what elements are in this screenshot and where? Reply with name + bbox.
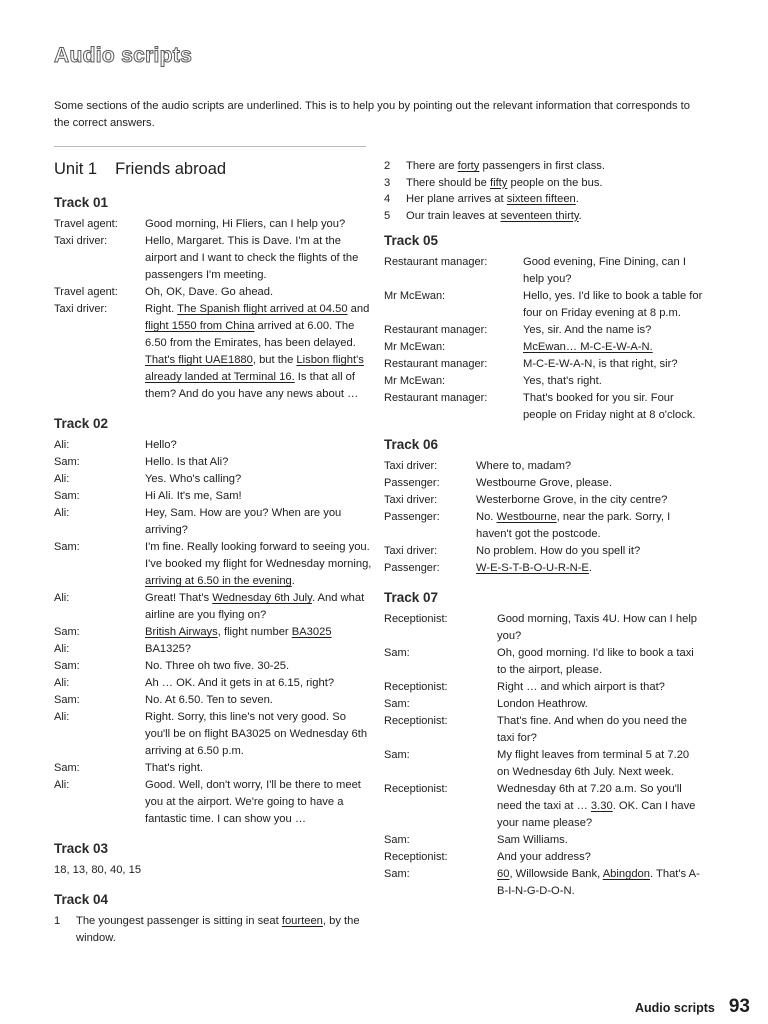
speaker-label: Receptionist:: [384, 715, 448, 727]
dialogue-line: 60, Willowside Bank, Abingdon. That's A-B-I-N-G-D-O-N.: [497, 868, 700, 897]
divider: [54, 146, 366, 147]
track-text: 18, 13, 80, 40, 15: [54, 864, 142, 876]
track-04: [54, 891, 372, 946]
dialogue-line: Yes, sir. And the name is?: [523, 324, 652, 336]
speaker-label: Sam:: [54, 626, 80, 638]
page-number: 93: [728, 996, 750, 1017]
dialogue-line: Ah … OK. And it gets in at 6.15, right?: [145, 677, 335, 689]
intro-paragraph: Some sections of the audio scripts are underlined. This is to help you by pointing out the relevant information that corresponds to the correct answers.: [54, 100, 690, 129]
dialogue-line: Right. The Spanish flight arrived at 04.50 and flight 1550 from China arrived at 6.00. The 6.50 from the Emirates, has been delayed. That's flight UAE1880, but the Lisbon flight's already landed at Terminal 16. Is that all of them? And do you have any news about …: [145, 303, 370, 400]
speaker-label: Taxi driver:: [54, 235, 108, 247]
dialogue-line: Good morning, Taxis 4U. How can I help you?: [497, 613, 698, 642]
dialogue-line: Westbourne Grove, please.: [476, 477, 612, 489]
speaker-label: Receptionist:: [384, 681, 448, 693]
dialogue-line: Oh, good morning. I'd like to book a taxi to the airport, please.: [497, 647, 694, 676]
speaker-label: Ali:: [54, 677, 70, 689]
speaker-label: Ali:: [54, 507, 70, 519]
item-number: 1: [54, 915, 61, 927]
speaker-label: Taxi driver:: [384, 545, 438, 557]
dialogue: [384, 458, 704, 577]
dialogue-line: Hi Ali. It's me, Sam!: [145, 490, 242, 502]
dialogue-line: Good evening, Fine Dining, can I help you?: [523, 256, 686, 285]
dialogue-line: No. Three oh two five. 30-25.: [145, 660, 290, 672]
item-number: 4: [384, 193, 391, 205]
dialogue-line: Good. Well, don't worry, I'll be there to meet you at the airport. We're going to have a fantastic time. I can show you …: [145, 779, 361, 825]
dialogue-line: Oh, OK, Dave. Go ahead.: [145, 286, 274, 298]
right-column: [384, 158, 704, 912]
speaker-label: Mr McEwan:: [384, 290, 446, 302]
unit-heading: [54, 158, 372, 180]
speaker-label: Passenger:: [384, 511, 440, 523]
speaker-label: Restaurant manager:: [384, 392, 488, 404]
numbered-list-continued: [384, 158, 704, 224]
track-title: Track 07: [384, 590, 439, 605]
speaker-label: Sam:: [54, 762, 80, 774]
list-item: [384, 158, 704, 175]
dialogue-line: Hello, yes. I'd like to book a table for four on Friday evening at 8 p.m.: [523, 290, 703, 319]
list-item: [384, 208, 704, 225]
dialogue: [54, 216, 372, 403]
speaker-label: Sam:: [54, 490, 80, 502]
track-title: Track 02: [54, 416, 109, 431]
item-text: Her plane arrives at sixteen fifteen.: [406, 193, 579, 205]
track-title: Track 01: [54, 195, 109, 210]
speaker-label: Travel agent:: [54, 286, 118, 298]
dialogue-line: That's booked for you sir. Four people on Friday night at 8 o'clock.: [523, 392, 696, 421]
speaker-label: Ali:: [54, 473, 70, 485]
dialogue-line: Right … and which airport is that?: [497, 681, 665, 693]
dialogue-line: No. Westbourne, near the park. Sorry, I haven't got the postcode.: [476, 511, 671, 540]
track-title: Track 06: [384, 437, 439, 452]
dialogue-line: W-E-S-T-B-O-U-R-N-E.: [476, 562, 592, 574]
page-title: Audio scripts: [54, 44, 193, 67]
dialogue-line: That's right.: [145, 762, 204, 774]
list-item: [384, 175, 704, 192]
item-text: Our train leaves at seventeen thirty.: [406, 209, 582, 222]
speaker-label: Ali:: [54, 592, 70, 604]
speaker-label: Sam:: [384, 868, 410, 880]
track-05: [384, 232, 704, 424]
speaker-label: Ali:: [54, 643, 70, 655]
dialogue-line: Right. Sorry, this line's not very good. So you'll be on flight BA3025 on Wednesday 6th arriving at 6.50 p.m.: [145, 711, 368, 757]
dialogue-line: Good morning, Hi Fliers, can I help you?: [145, 218, 346, 230]
speaker-label: Sam:: [384, 698, 410, 710]
footer-label: Audio scripts: [634, 1001, 715, 1015]
item-text: The youngest passenger is sitting in seat fourteen, by the window.: [76, 915, 360, 944]
track-01: [54, 194, 372, 403]
speaker-label: Taxi driver:: [54, 303, 108, 315]
track-07: [384, 589, 704, 900]
track-title: Track 03: [54, 841, 109, 856]
dialogue-line: And your address?: [497, 851, 591, 863]
speaker-label: Sam:: [384, 834, 410, 846]
dialogue-line: My flight leaves from terminal 5 at 7.20 on Wednesday 6th July. Next week.: [497, 749, 690, 778]
dialogue-line: Hey, Sam. How are you? When are you arriving?: [145, 507, 342, 536]
speaker-label: Receptionist:: [384, 613, 448, 625]
dialogue-line: Wednesday 6th at 7.20 a.m. So you'll need the taxi at … 3.30. OK. Can I have your name please?: [497, 783, 696, 829]
speaker-label: Restaurant manager:: [384, 324, 488, 336]
speaker-label: Ali:: [54, 779, 70, 791]
list-item: [384, 191, 704, 208]
dialogue-line: No problem. How do you spell it?: [476, 545, 641, 557]
dialogue-line: British Airways, flight number BA3025: [145, 626, 332, 638]
speaker-label: Passenger:: [384, 562, 440, 574]
left-column: [54, 158, 372, 958]
dialogue-line: That's fine. And when do you need the taxi for?: [497, 715, 687, 744]
dialogue-line: Yes. Who's calling?: [145, 473, 242, 485]
dialogue-line: McEwan… M-C-E-W-A-N.: [523, 341, 653, 353]
speaker-label: Mr McEwan:: [384, 375, 446, 387]
speaker-label: Sam:: [54, 541, 80, 553]
speaker-label: Sam:: [384, 647, 410, 659]
track-03: [54, 840, 372, 879]
dialogue-line: Sam Williams.: [497, 834, 568, 846]
list-item: [54, 913, 372, 946]
dialogue-line: I'm fine. Really looking forward to seeing you. I've booked my flight for Wednesday morning, arriving at 6.50 in the evening.: [145, 541, 372, 587]
item-number: 5: [384, 209, 391, 222]
numbered-list: [54, 913, 372, 946]
dialogue: [384, 611, 704, 900]
item-text: There should be fifty people on the bus.: [406, 176, 603, 189]
page-footer: [635, 996, 750, 1018]
dialogue-line: Westerborne Grove, in the city centre?: [476, 494, 668, 506]
dialogue-line: BA1325?: [145, 643, 192, 655]
speaker-label: Ali:: [54, 711, 70, 723]
dialogue-line: Hello, Margaret. This is Dave. I'm at the airport and I want to check the flights of the passengers I'm meeting.: [145, 235, 359, 281]
track-06: [384, 436, 704, 577]
dialogue-line: Where to, madam?: [476, 460, 572, 472]
speaker-label: Taxi driver:: [384, 460, 438, 472]
dialogue-line: No. At 6.50. Ten to seven.: [145, 694, 273, 706]
item-number: 2: [384, 160, 391, 172]
speaker-label: Passenger:: [384, 477, 440, 489]
dialogue-line: Yes, that's right.: [523, 375, 602, 387]
speaker-label: Travel agent:: [54, 218, 118, 230]
speaker-label: Receptionist:: [384, 851, 448, 863]
unit-number: Unit 1: [54, 160, 98, 178]
speaker-label: Mr McEwan:: [384, 341, 446, 353]
unit-title: Friends abroad: [115, 160, 227, 178]
speaker-label: Sam:: [54, 694, 80, 706]
speaker-label: Taxi driver:: [384, 494, 438, 506]
item-text: There are forty passengers in first class.: [406, 160, 605, 172]
track-02: [54, 415, 372, 828]
speaker-label: Sam:: [54, 456, 80, 468]
speaker-label: Sam:: [54, 660, 80, 672]
track-title: Track 05: [384, 233, 439, 248]
dialogue-line: Great! That's Wednesday 6th July. And what airline are you flying on?: [145, 592, 365, 621]
dialogue: [384, 254, 704, 424]
speaker-label: Ali:: [54, 439, 70, 451]
speaker-label: Sam:: [384, 749, 410, 761]
speaker-label: Restaurant manager:: [384, 256, 488, 268]
dialogue-line: M-C-E-W-A-N, is that right, sir?: [523, 358, 678, 370]
track-title: Track 04: [54, 892, 109, 907]
speaker-label: Restaurant manager:: [384, 358, 488, 370]
dialogue: [54, 437, 372, 828]
item-number: 3: [384, 176, 391, 189]
dialogue-line: Hello. Is that Ali?: [145, 456, 229, 468]
speaker-label: Receptionist:: [384, 783, 448, 795]
dialogue-line: Hello?: [145, 439, 177, 451]
dialogue-line: London Heathrow.: [497, 698, 588, 710]
